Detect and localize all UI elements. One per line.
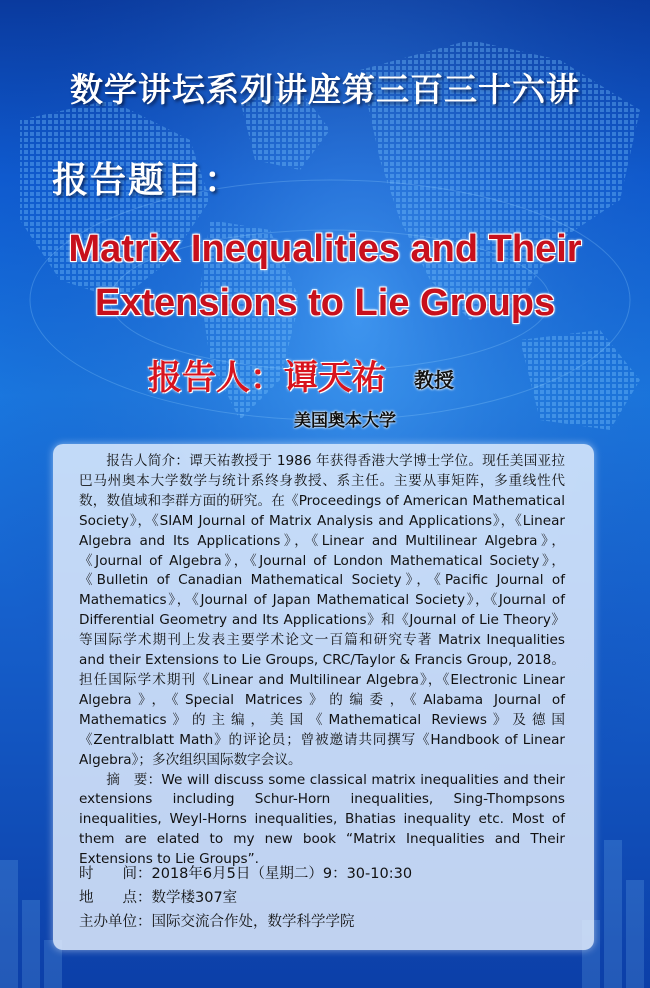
time-row — [79, 862, 579, 886]
place-row — [79, 886, 579, 910]
speaker-affiliation: 美国奥本大学 — [294, 411, 396, 431]
place-value: 数学楼307室 — [151, 890, 238, 906]
speaker-name: 报告人：谭天祐 — [148, 358, 386, 398]
place-label: 地 点： — [79, 890, 152, 906]
host-label: 主办单位： — [79, 914, 152, 930]
host-row — [79, 910, 579, 934]
time-label: 时 间： — [79, 866, 152, 882]
lecture-series-heading: 数学讲坛系列讲座第三百三十六讲 — [70, 70, 580, 109]
abstract: 摘 要：We will discuss some classical matrix inequalities and their extensions including Schur-Horn inequalities, Sing-Thompsons inequalities, Weyl-Horns inequalities, Bhatias inequality etc. Most of them are elated to my new book “Matrix Inequalities and Their Extensions to Lie Groups”. — [79, 771, 565, 868]
host-value: 国际交流合作处，数学科学学院 — [151, 914, 355, 930]
talk-title-line-1: Matrix Inequalities and Their — [68, 228, 582, 270]
speaker-bio-and-abstract — [79, 452, 565, 870]
talk-title-line-2: Extensions to Lie Groups — [94, 282, 556, 324]
event-details — [79, 862, 579, 934]
speaker-row — [148, 350, 454, 398]
time-value: 2018年6月5日（星期二）9：30-10:30 — [151, 866, 413, 882]
talk-title — [20, 222, 630, 330]
speaker-title: 教授 — [414, 368, 454, 392]
topic-label: 报告题目： — [52, 160, 243, 201]
speaker-bio: 报告人简介：谭天祐教授于 1986 年获得香港大学博士学位。现任美国亚拉巴马州奥本大学数学与统计系终身教授、系主任。主要从事矩阵，多重线性代数，数值域和李群方面的研究。在《Proceedings of American Mathematical Society》，《SIAM Journal of Matrix Analysis and Applications》，《Linear Algebra and Its Applications》，《Linear and Multilinear Algebra》，《Journal of Algebra》，《Journal of London Mathematical Society》，《Bulletin of Canadian Mathematical Society》，《Pacific Journal of Mathematics》，《Journal of Japan Mathematical Society》，《Journal of Differential Geometry and Its Applications》和《Journal of Lie Theory》等国际学术期刊上发表主要学术论文一百篇和研究专著 Matrix Inequalities and their Extensions to Lie Groups, CRC/Taylor & Francis Group, 2018。担任国际学术期刊《Linear and Multilinear Algebra》，《Electronic Linear Algebra》，《Special Matrices》的编委，《Alabama Journal of Mathematics》的主编，美国《Mathematical Reviews》及德国《Zentralblatt Math》的评论员；曾被邀请共同撰写《Handbook of Linear Algebra》；多次组织国际数字会议。 — [79, 453, 565, 768]
